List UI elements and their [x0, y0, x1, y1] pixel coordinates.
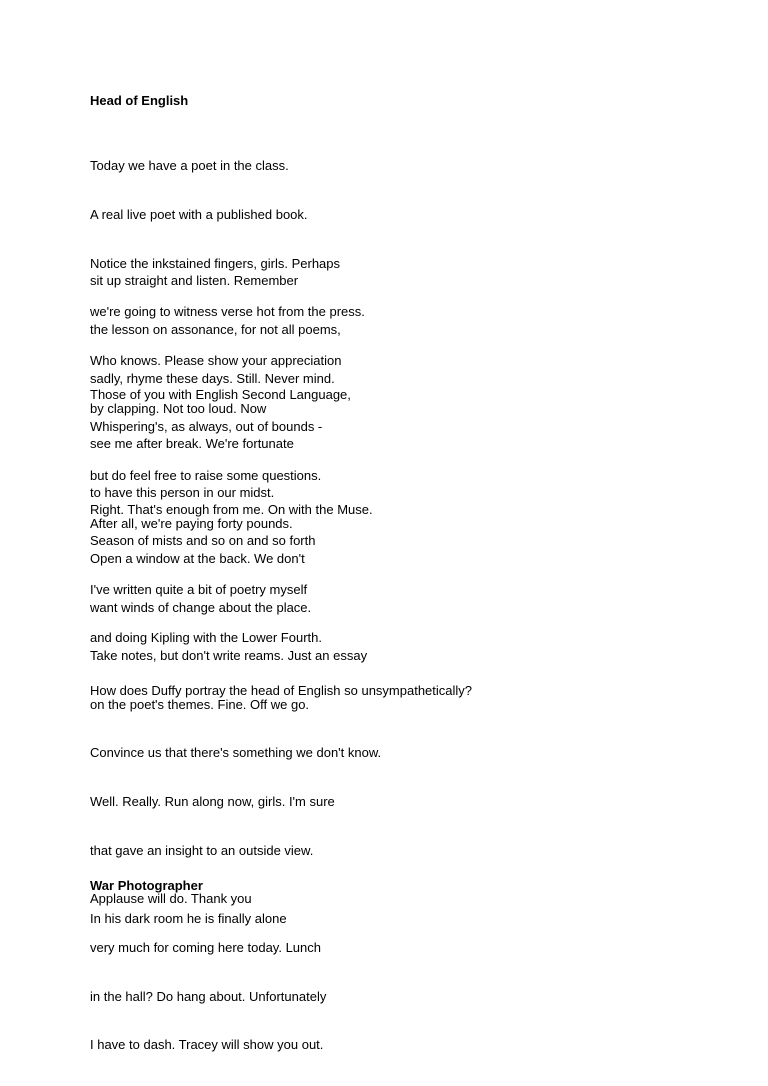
- poem-line: by clapping. Not too loud. Now: [90, 401, 267, 417]
- poem-line: and doing Kipling with the Lower Fourth.: [90, 630, 322, 646]
- poem-line: Today we have a poet in the class.: [90, 158, 289, 174]
- poem-line: I've written quite a bit of poetry myself: [90, 581, 308, 597]
- poem-line: Take notes, but don't write reams. Just an essay: [90, 648, 368, 664]
- poem-line: sit up straight and listen. Remember: [90, 273, 299, 289]
- poem-line: sadly, rhyme these days. Still. Never mind.: [90, 370, 335, 386]
- poem-line: Season of mists and so on and so forth: [90, 533, 316, 549]
- poem-line: Well. Really. Run along now, girls. I'm sure: [90, 794, 335, 810]
- poem-line: Open a window at the back. We don't: [90, 551, 305, 567]
- stanza-4: [90, 467, 382, 1086]
- poem-line: but do feel free to raise some questions.: [90, 467, 322, 483]
- poem-title-head-of-english: Head of English: [90, 93, 189, 108]
- poem-line: I have to dash. Tracey will show you out.: [90, 1037, 324, 1053]
- poem-line: on the poet's themes. Fine. Off we go.: [90, 696, 310, 712]
- poem-line: the lesson on assonance, for not all poems,: [90, 322, 341, 338]
- poem-line: Applause will do. Thank you: [90, 891, 252, 907]
- poem-line: very much for coming here today. Lunch: [90, 939, 321, 955]
- poem-title-war-photographer: War Photographer: [90, 878, 203, 893]
- poem-line: want winds of change about the place.: [90, 599, 312, 615]
- poem-line: After all, we're paying forty pounds.: [90, 516, 293, 532]
- poem-line: Notice the inkstained fingers, girls. Perhaps: [90, 255, 341, 271]
- poem-line: Right. That's enough from me. On with the Muse.: [90, 502, 373, 518]
- poem-line: in the hall? Do hang about. Unfortunately: [90, 988, 327, 1004]
- poem-line: Those of you with English Second Language,: [90, 387, 351, 403]
- poem-line: Who knows. Please show your appreciation: [90, 352, 342, 368]
- poem-line: to have this person in our midst.: [90, 484, 275, 500]
- poem-line: see me after break. We're fortunate: [90, 436, 294, 452]
- poem-line: A real live poet with a published book.: [90, 207, 308, 223]
- essay-question: How does Duffy portray the head of English so unsympathetically?: [90, 683, 473, 698]
- poem-first-line: In his dark room he is finally alone: [90, 911, 287, 926]
- poem-line: Whispering's, as always, out of bounds -: [90, 419, 323, 435]
- poem-line: that gave an insight to an outside view.: [90, 842, 314, 858]
- poem-line: Convince us that there's something we don't know.: [90, 745, 382, 761]
- poem-line: we're going to witness verse hot from the press.: [90, 304, 365, 320]
